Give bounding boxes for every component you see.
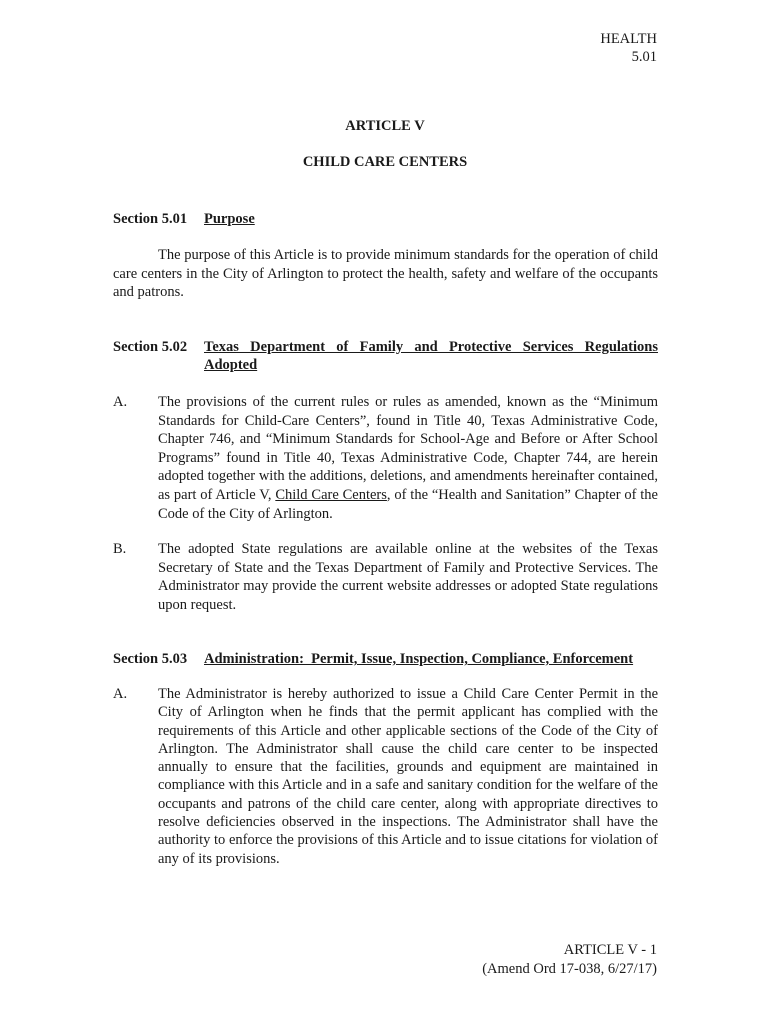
article-subtitle: CHILD CARE CENTERS: [302, 154, 468, 170]
section-5-02-heading: [113, 338, 658, 374]
item-letter: A.: [113, 686, 128, 702]
header-chapter: HEALTH: [600, 31, 657, 47]
section-title: Texas Department of Family and Protective Services Regulations Adopted: [204, 339, 658, 373]
footer-page-label: ARTICLE V - 1: [563, 942, 657, 958]
page-footer: [482, 941, 657, 979]
section-title: Purpose: [204, 211, 255, 227]
section-number: Section 5.01: [113, 211, 188, 227]
section-5-01-paragraph: [113, 246, 658, 302]
item-text-after: , of the “Health and Sanitation” Chapter of the Code of the City of Arlington.: [158, 486, 658, 522]
section-5-01-heading: [113, 210, 658, 228]
header-page-number: 5.01: [631, 49, 657, 65]
section-5-03-item-a: [113, 685, 658, 868]
section-5-02-item-b: [113, 540, 658, 614]
item-body: The adopted State regulations are available online at the websites of the Texas Secretary of State and the Texas Department of Family and Protective Services. The Administrator may provide the current website addresses or adopted State regulations upon request.: [158, 541, 658, 613]
article-name-underlined: Child Care Centers: [275, 486, 387, 503]
item-letter: B.: [113, 541, 127, 557]
item-letter: A.: [113, 394, 128, 410]
footer-amendment: (Amend Ord 17-038, 6/27/17): [482, 961, 657, 977]
article-title: ARTICLE V: [345, 118, 425, 134]
page-header: [600, 30, 657, 66]
section-title: Administration: Permit, Issue, Inspection, Compliance, Enforcement: [204, 651, 634, 667]
section-5-03-heading: [113, 650, 658, 668]
section-5-02-item-a: [113, 393, 658, 523]
section-number: Section 5.03: [113, 651, 188, 667]
item-body: [158, 393, 658, 523]
section-number: Section 5.02: [113, 339, 188, 355]
paragraph-text: The purpose of this Article is to provide minimum standards for the operation of child care centers in the City of Arlington to protect the health, safety and welfare of the occupants and patrons.: [113, 247, 658, 300]
item-text-before: The provisions of the current rules or rules as amended, known as the “Minimum Standards for Child-Care Centers”, found in Title 40, Texas Administrative Code, Chapter 746, and “Minimum Standards for School-Age and Before or After School Programs” found in Title 40, Texas Administrative Code, Chapter 744, are herein adopted together with the additions, deletions, and amendments hereinafter contained, as part of Article V,: [158, 394, 658, 503]
item-body: The Administrator is hereby authorized to issue a Child Care Center Permit in the City of Arlington when he finds that the permit applicant has complied with the requirements of this Article and other applicable sections of the Code of the City of Arlington. The Administrator shall cause the child care center to be inspected annually to ensure that the facilities, grounds and equipment are maintained in compliance with this Article and in a safe and sanitary condition for the welfare of the occupants and patrons of the child care center, along with appropriate directives to resolve deficiencies observed in the inspections. The Administrator shall have the authority to enforce the provisions of this Article and to issue citations for violation of any of its provisions.: [158, 686, 658, 867]
